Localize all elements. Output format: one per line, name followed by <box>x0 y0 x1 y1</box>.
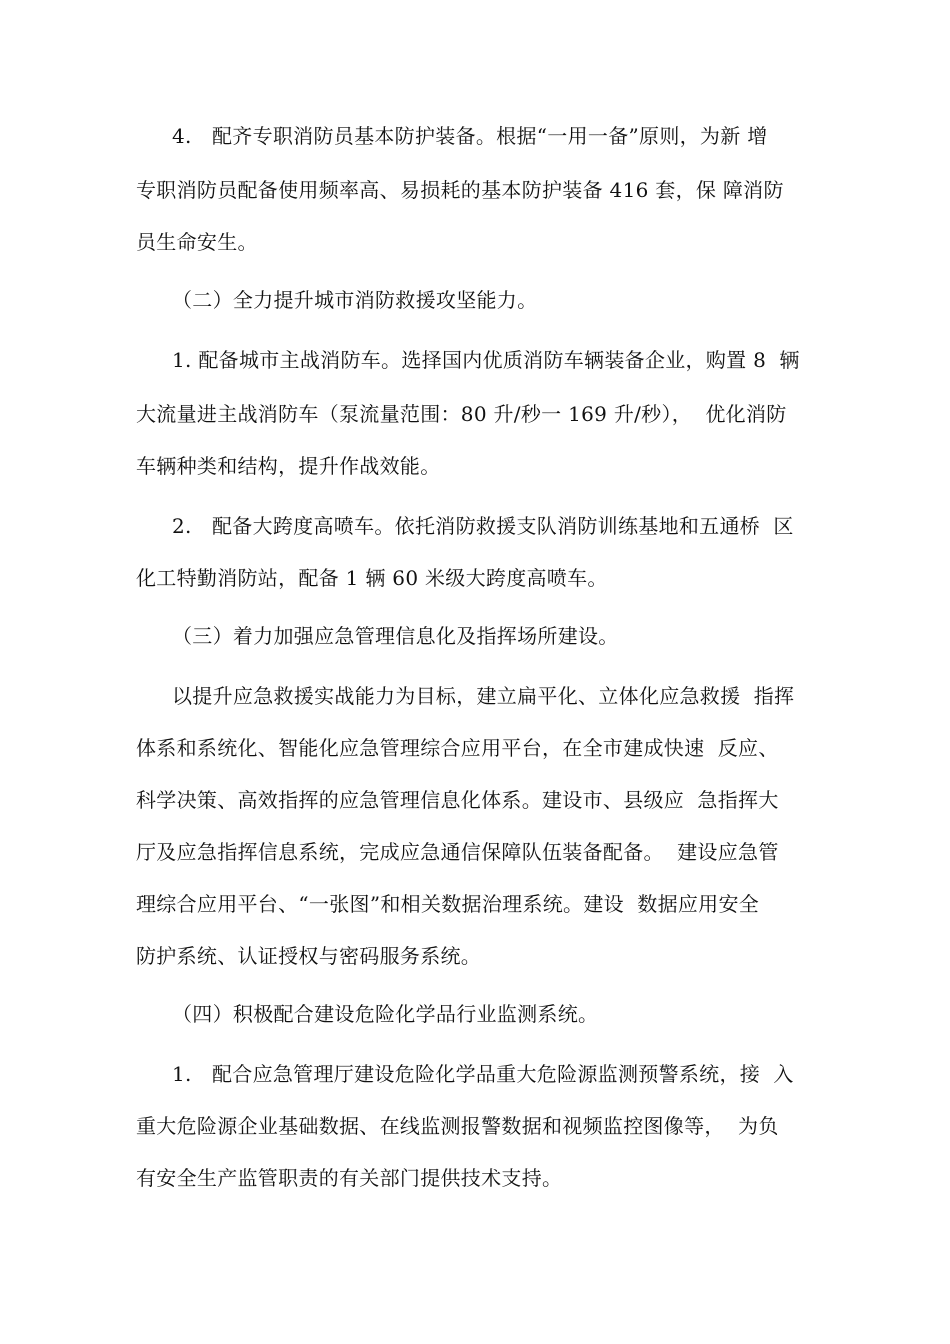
paragraph-line: 体系和系统化、智能化应急管理综合应用平台，在全市建成快速 反应、 <box>136 736 779 760</box>
paragraph-line: 化工特勤消防站，配备 1 辆 60 米级大跨度高喷车。 <box>136 566 608 590</box>
section-heading: （四）积极配合建设危险化学品行业监测系统。 <box>172 1002 599 1026</box>
paragraph-line: 以提升应急救援实战能力为目标，建立扁平化、立体化应急救援 指挥 <box>172 684 795 708</box>
paragraph-line: 员生命安生。 <box>136 230 258 254</box>
section-heading: （三）着力加强应急管理信息化及指挥场所建设。 <box>172 624 619 648</box>
paragraph-line: 车辆种类和结构，提升作战效能。 <box>136 454 441 478</box>
paragraph-line: 有安全生产监管职责的有关部门提供技术支持。 <box>136 1166 563 1190</box>
paragraph-line: 1. 配合应急管理厅建设危险化学品重大危险源监测预警系统，接 入 <box>172 1062 794 1086</box>
paragraph-line: 防护系统、认证授权与密码服务系统。 <box>136 944 482 968</box>
paragraph-line: 重大危险源企业基础数据、在线监测报警数据和视频监控图像等， 为负 <box>136 1114 779 1138</box>
paragraph-line: 大流量进主战消防车（泵流量范围：80 升/秒一 169 升/秒）， 优化消防 <box>136 402 787 426</box>
paragraph-line: 2. 配备大跨度高喷车。依托消防救援支队消防训练基地和五通桥 区 <box>172 514 794 538</box>
paragraph-line: 科学决策、高效指挥的应急管理信息化体系。建设市、县级应 急指挥大 <box>136 788 779 812</box>
paragraph-line: 1. 配备城市主战消防车。选择国内优质消防车辆装备企业，购置 8 辆 <box>172 348 800 372</box>
paragraph-line: 4. 配齐专职消防员基本防护装备。根据“一用一备”原则，为新 增 <box>172 124 768 148</box>
paragraph-line: 专职消防员配备使用频率高、易损耗的基本防护装备 416 套，保 障消防 <box>136 178 784 202</box>
paragraph-line: 厅及应急指挥信息系统，完成应急通信保障队伍装备配备。 建设应急管 <box>136 840 779 864</box>
section-heading: （二）全力提升城市消防救援攻坚能力。 <box>172 288 538 312</box>
paragraph-line: 理综合应用平台、“一张图”和相关数据治理系统。建设 数据应用安全 <box>136 892 760 916</box>
